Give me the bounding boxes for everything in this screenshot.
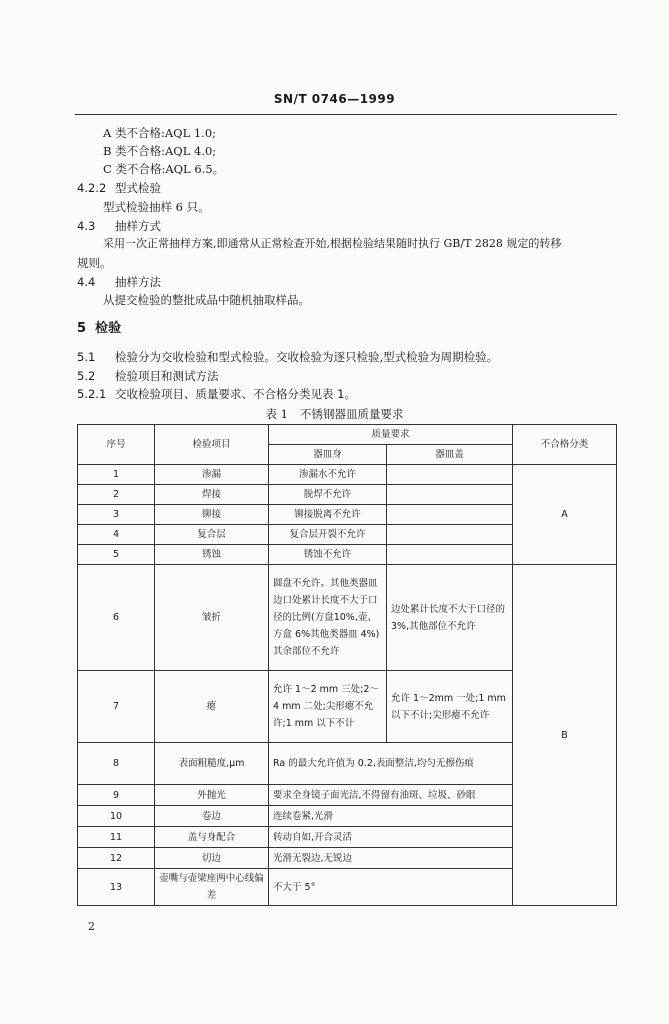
row-item: 皱折 (155, 565, 269, 671)
table-row (78, 465, 617, 485)
class-c-aql: C 类不合格:AQL 6.5。 (103, 162, 225, 176)
row-item: 复合层 (155, 525, 269, 545)
row-lid: 允许 1～2mm 一处;1 mm 以下不计;尖形瘪不允许 (387, 671, 513, 743)
row-no: 5 (78, 545, 155, 565)
row-requirement: 连续卷紧,光滑 (269, 806, 513, 827)
section-text: 检验分为交收检验和型式检验。交收检验为逐只检验,型式检验为周期检验。 (115, 350, 499, 364)
table-row (78, 565, 617, 671)
row-body: 脱焊不允许 (269, 485, 387, 505)
row-no: 7 (78, 671, 155, 743)
section-text: 交收检验项目、质量要求、不合格分类见表 1。 (115, 387, 356, 401)
section-title: 检验 (95, 321, 122, 336)
row-requirement: 转动自如,开合灵活 (269, 827, 513, 848)
section-4-2-2-text: 型式检验抽样 6 只。 (103, 200, 210, 214)
class-b-cell: B (513, 565, 617, 906)
row-body: 允许 1～2 mm 三处;2～4 mm 二处;尖形瘪不允许;1 mm 以下不计 (269, 671, 387, 743)
row-no: 13 (78, 869, 155, 906)
section-title: 型式检验 (115, 181, 161, 195)
row-lid: 边处累计长度不大于口径的 3%,其他部位不允许 (387, 565, 513, 671)
row-lid (387, 545, 513, 565)
header-body: 器皿身 (269, 445, 387, 465)
row-requirement: 光滑无裂边,无锐边 (269, 848, 513, 869)
header-quality: 质量要求 (269, 425, 513, 445)
section-number: 5.2.1 (77, 387, 107, 401)
row-no: 3 (78, 505, 155, 525)
section-number: 4.4 (77, 275, 96, 289)
row-item: 壶嘴与壶梁座两中心线偏差 (155, 869, 269, 906)
section-5-1 (77, 349, 498, 365)
row-requirement: 不大于 5° (269, 869, 513, 906)
header-class: 不合格分类 (513, 425, 617, 465)
row-lid (387, 525, 513, 545)
section-number: 4.2.2 (77, 181, 107, 195)
row-no: 8 (78, 743, 155, 785)
table-caption (0, 406, 669, 422)
section-number: 5.2 (77, 369, 96, 383)
row-item: 焊接 (155, 485, 269, 505)
section-5-2 (77, 368, 219, 384)
header-item: 检验项目 (155, 425, 269, 465)
row-item: 表面粗糙度,μm (155, 743, 269, 785)
section-4-3-heading (77, 218, 161, 234)
row-no: 2 (78, 485, 155, 505)
row-no: 11 (78, 827, 155, 848)
section-title: 抽样方法 (115, 275, 161, 289)
row-body: 锈蚀不允许 (269, 545, 387, 565)
row-body: 圆盘不允许。其他类器皿边口处累计长度不大于口径的比例(方盘10%,壶、方盒 6%其他类器皿 4%)其余部位不允许 (269, 565, 387, 671)
row-lid (387, 465, 513, 485)
row-item: 外抛光 (155, 785, 269, 806)
row-lid (387, 505, 513, 525)
section-4-2-2-heading (77, 180, 161, 196)
section-number: 5.1 (77, 350, 96, 364)
class-a-aql: A 类不合格:AQL 1.0; (103, 126, 217, 140)
row-item: 渗漏 (155, 465, 269, 485)
section-4-4-heading (77, 274, 161, 290)
page-number: 2 (88, 920, 95, 933)
row-item: 切边 (155, 848, 269, 869)
row-item: 铆接 (155, 505, 269, 525)
row-no: 9 (78, 785, 155, 806)
row-item: 瘪 (155, 671, 269, 743)
section-text: 检验项目和测试方法 (115, 369, 219, 383)
row-item: 盖与身配合 (155, 827, 269, 848)
class-a-cell: A (513, 465, 617, 565)
header-rule (75, 114, 617, 115)
section-5-2-1 (77, 386, 356, 402)
row-no: 1 (78, 465, 155, 485)
section-number: 5 (77, 321, 87, 336)
table-number: 表 1 (265, 407, 288, 421)
section-title: 抽样方式 (115, 219, 161, 233)
header-no: 序号 (78, 425, 155, 465)
row-requirement: Ra 的最大允许值为 0.2,表面整洁,均匀无擦伤痕 (269, 743, 513, 785)
row-body: 铆接脱离不允许 (269, 505, 387, 525)
quality-requirements-table (77, 424, 617, 906)
section-4-3-text-line-1: 采用一次正常抽样方案,即通常从正常检查开始,根据检验结果随时执行 GB/T 2828 规定的转移 (103, 237, 562, 250)
row-lid (387, 485, 513, 505)
row-item: 卷边 (155, 806, 269, 827)
header-lid: 器皿盖 (387, 445, 513, 465)
section-4-4-text: 从提交检验的整批成品中随机抽取样品。 (103, 293, 310, 307)
standard-code-header: SN/T 0746—1999 (273, 92, 396, 106)
table-title: 不锈钢器皿质量要求 (299, 407, 404, 421)
section-5-heading (77, 321, 121, 337)
row-no: 6 (78, 565, 155, 671)
row-body: 渗漏水不允许 (269, 465, 387, 485)
row-requirement: 要求全身镜子面光洁,不得留有油斑、垃圾、砂眼 (269, 785, 513, 806)
section-4-3-text-line-2: 规则。 (77, 256, 112, 270)
row-body: 复合层开裂不允许 (269, 525, 387, 545)
section-number: 4.3 (77, 219, 96, 233)
row-no: 4 (78, 525, 155, 545)
class-b-aql: B 类不合格:AQL 4.0; (103, 144, 217, 158)
row-item: 锈蚀 (155, 545, 269, 565)
row-no: 10 (78, 806, 155, 827)
row-no: 12 (78, 848, 155, 869)
